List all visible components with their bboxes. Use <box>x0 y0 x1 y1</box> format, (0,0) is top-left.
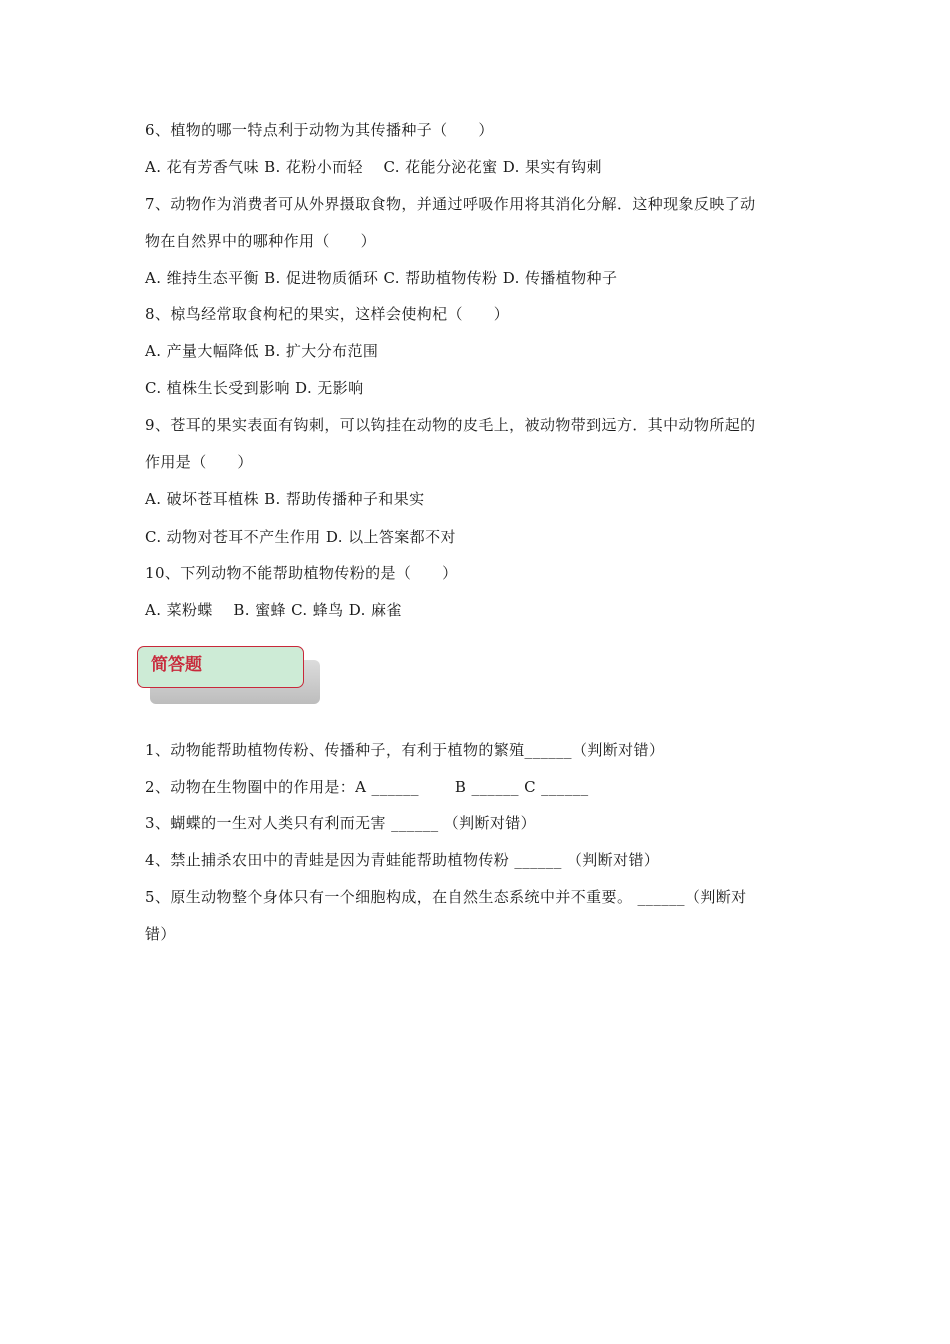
question-7-line1: 7、动物作为消费者可从外界摄取食物，并通过呼吸作用将其消化分解．这种现象反映了动 <box>145 195 756 213</box>
question-7-line2: 物在自然界中的哪种作用（ ） <box>145 232 377 250</box>
short-answer-2: 2、动物在生物圈中的作用是：A ______ B ______ C ______ <box>145 778 589 796</box>
question-6-options: A. 花有芳香气味 B. 花粉小而轻 C. 花能分泌花蜜 D. 果实有钩刺 <box>145 158 602 176</box>
short-answer-3: 3、蝴蝶的一生对人类只有利而无害 ______ （判断对错） <box>145 814 537 832</box>
question-8-options-cd: C. 植株生长受到影响 D. 无影响 <box>145 379 364 397</box>
question-8: 8、椋鸟经常取食枸杞的果实，这样会使枸杞（ ） <box>145 305 510 323</box>
question-9-options-ab: A. 破坏苍耳植株 B. 帮助传播种子和果实 <box>145 490 425 508</box>
section-banner <box>137 646 304 688</box>
question-9-line2: 作用是（ ） <box>145 453 253 471</box>
question-10: 10、下列动物不能帮助植物传粉的是（ ） <box>145 564 458 582</box>
short-answer-5-line1: 5、原生动物整个身体只有一个细胞构成，在自然生态系统中并不重要。 ______（判断对 <box>145 888 747 906</box>
short-answer-5-line2: 错） <box>145 925 176 943</box>
question-8-options-ab: A. 产量大幅降低 B. 扩大分布范围 <box>145 342 379 360</box>
short-answer-1: 1、动物能帮助植物传粉、传播种子，有利于植物的繁殖______（判断对错） <box>145 741 665 759</box>
question-10-options: A. 菜粉蝶 B. 蜜蜂 C. 蜂鸟 D. 麻雀 <box>145 601 402 619</box>
section-title: 简答题 <box>151 655 202 675</box>
question-6: 6、植物的哪一特点利于动物为其传播种子（ ） <box>145 121 494 139</box>
question-7-options: A. 维持生态平衡 B. 促进物质循环 C. 帮助植物传粉 D. 传播植物种子 <box>145 269 618 287</box>
question-9-line1: 9、苍耳的果实表面有钩刺，可以钩挂在动物的皮毛上，被动物带到远方．其中动物所起的 <box>145 416 756 434</box>
short-answer-4: 4、禁止捕杀农田中的青蛙是因为青蛙能帮助植物传粉 ______ （判断对错） <box>145 851 660 869</box>
question-9-options-cd: C. 动物对苍耳不产生作用 D. 以上答案都不对 <box>145 528 456 546</box>
